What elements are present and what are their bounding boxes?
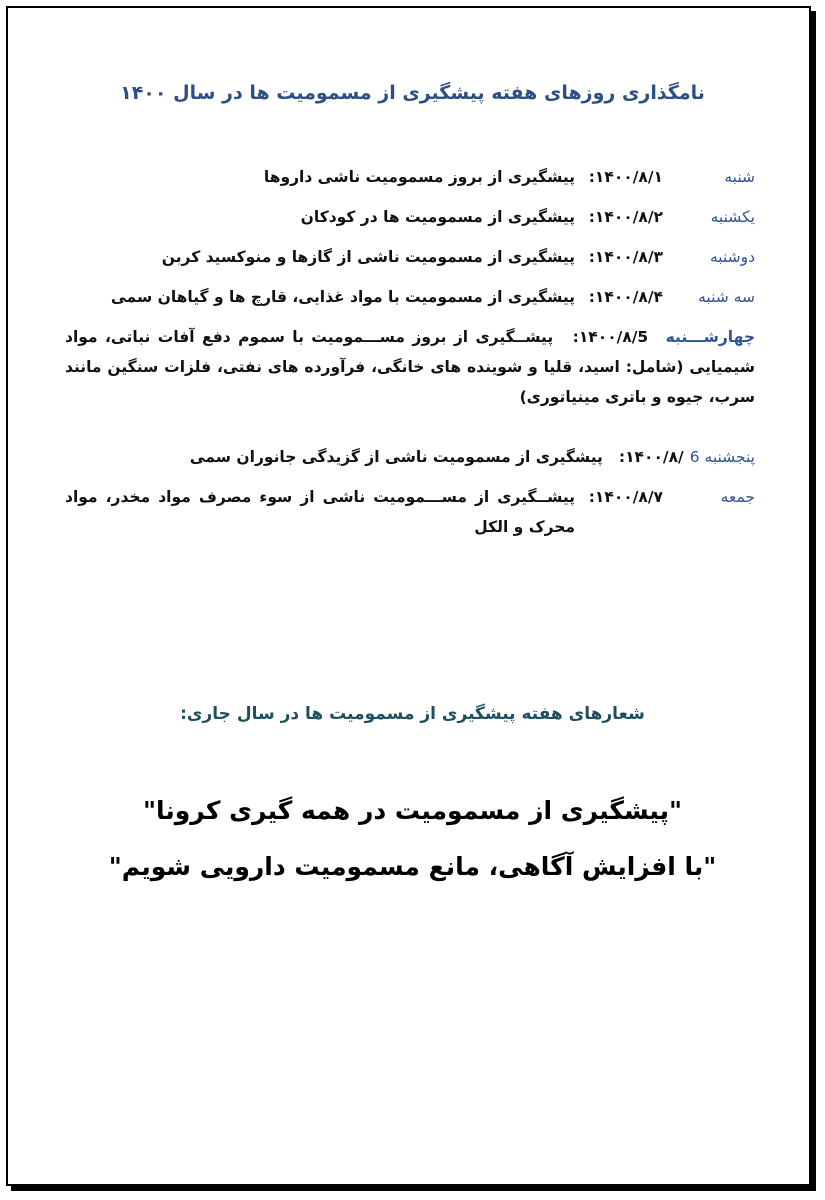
week-schedule	[65, 162, 755, 542]
schedule-day: شنبه	[724, 168, 755, 186]
schedule-day: سه شنبه	[698, 288, 755, 306]
schedule-date: ۱۴۰۰/۸/۲:	[588, 208, 663, 226]
schedule-row-wednesday	[65, 322, 755, 412]
schedule-row-friday	[65, 482, 755, 542]
schedule-day: دوشنبه	[709, 248, 755, 266]
slogan: "پیشگیری از مسمومیت در همه گیری کرونا"	[142, 796, 683, 825]
schedule-description: پیشگیری از مسمومیت با مواد غذایی، قارچ ها و گیاهان سمی	[110, 288, 575, 306]
document-title: نامگذاری روزهای هفته پیشگیری از مسمومیت ها در سال ۱۴۰۰	[120, 82, 705, 104]
schedule-description: پیشگیری از بروز مسمومیت ناشی داروها	[263, 168, 575, 186]
schedule-row-saturday	[65, 162, 755, 192]
schedule-day: جمعه	[720, 488, 755, 506]
schedule-description: پیشگیری از مسمومیت ها در کودکان	[300, 208, 575, 226]
slogans-heading: شعارهای هفته پیشگیری از مسمومیت ها در سال جاری:	[180, 704, 645, 724]
schedule-wednesday-block	[65, 322, 755, 412]
schedule-description: پیشــگیری از مســـمومیت ناشی از سوء مصرف مواد مخدر، مواد محرک و الکل	[65, 488, 575, 536]
schedule-date: ۱۴۰۰/۸/۱:	[588, 168, 663, 186]
schedule-day: یکشنبه	[710, 208, 755, 226]
schedule-row-tuesday	[65, 282, 755, 312]
schedule-description: پیشگیری از مسمومیت ناشی از گازها و منوکسید کربن	[161, 248, 575, 266]
schedule-date: ۱۴۰۰/۸/۴:	[588, 288, 663, 306]
schedule-row-monday	[65, 242, 755, 272]
schedule-date: /۱۴۰۰/۸:	[618, 448, 684, 466]
schedule-day: پنجشنبه 6	[689, 448, 755, 466]
schedule-date: ۱۴۰۰/۸/۳:	[588, 248, 663, 266]
schedule-row-sunday	[65, 202, 755, 232]
schedule-date: ۱۴۰۰/۸/۷:	[588, 488, 663, 506]
schedule-date: ۱۴۰۰/۸/5:	[572, 328, 649, 346]
slogan: "با افزایش آگاهی، مانع مسمومیت دارویی شویم"	[108, 852, 717, 881]
schedule-description: پیشگیری از مسمومیت ناشی از گزیدگی جانوران سمی	[189, 448, 603, 466]
schedule-day: چهارشـــنبه	[665, 328, 755, 346]
schedule-description: پیشــگیری از بروز مســـمومیت با سموم دفع آفات نباتی، مواد شیمیایی (شامل: اسید، قلیا و شوینده های خانگی، فرآورده های نفتی، فلزات سنگین مانند سرب، جیوه و باتری مینیاتوری)	[65, 328, 755, 406]
schedule-row-thursday	[65, 442, 755, 472]
